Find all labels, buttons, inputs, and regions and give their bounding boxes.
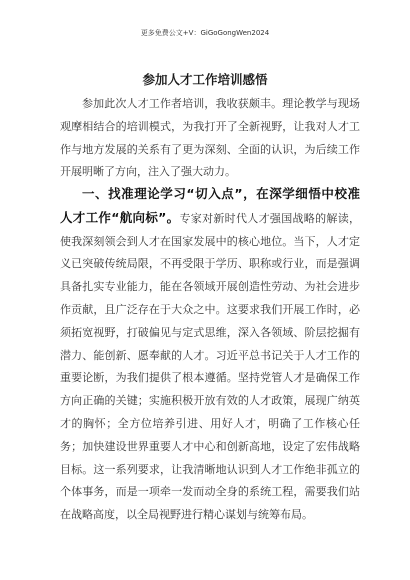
section1-paragraph: [60, 183, 360, 527]
header-note: 更多免费公文+V：GiGoGongWen2024: [140, 29, 270, 37]
intro-paragraph: [60, 93, 360, 184]
document-title: 参加人才工作培训感悟: [142, 72, 268, 87]
intro-paragraph-text: 参加此次人才工作者培训，我收获颇丰。理论教学与现场观摩相结合的培训模式，为我打开了全新视野，让我对人才工作与地方发展的关系有了更为深刻、全面的认识，为后续工作开展明晰了方向，注入了强大动力。: [60, 97, 360, 179]
section1-body: 专家对新时代人才强国战略的解读，使我深刻领会到人才在国家发展中的核心地位。当下，人才定义已突破传统局限，不再受限于学历、职称或行业，而是强调具备扎实专业能力，能在各领域开展创造性劳动、为社会进步作贡献，且广泛存在于大众之中。这要求我们开展工作时，必须拓宽视野，打破偏见与定式思维，深入各领域、阶层挖掘有潜力、能创新、愿奉献的人才。习近平总书记关于人才工作的重要论断，为我们提供了根本遵循。坚持党管人才是确保工作方向正确的关键；实施积极开放有效的人才政策，展现广纳英才的胸怀；全方位培养引进、用好人才，明确了工作核心任务；加快建设世界重要人才中心和创新高地，设定了宏伟战略目标。这一系列要求，让我清晰地认识到人才工作绝非孤立的个体事务，而是一项牵一发而动全身的系统工程，需要我们站在战略高度，以全局视野进行精心谋划与统筹布局。: [60, 211, 361, 522]
section1-heading: 一、找准理论学习“切入点”，在深学细悟中校准人才工作“航向标”。: [60, 186, 360, 225]
